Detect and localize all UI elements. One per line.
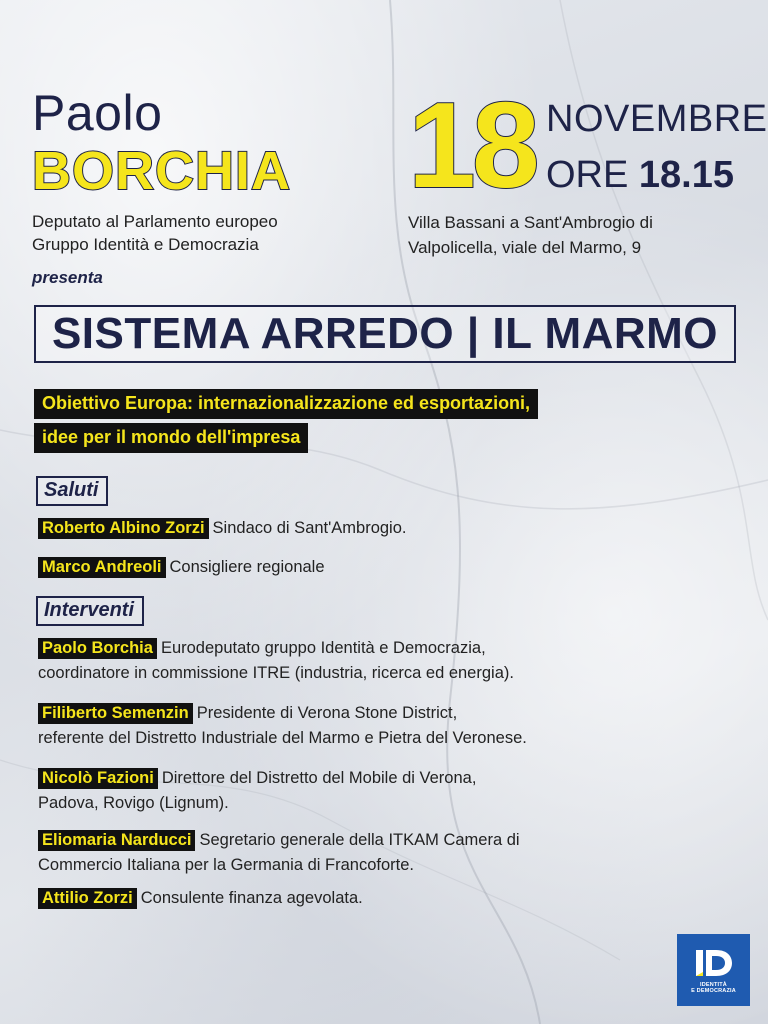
interventi-item-desc2: Padova, Rovigo (Lignum). <box>38 794 229 812</box>
interventi-item <box>38 636 514 686</box>
presents-label: presenta <box>32 268 103 287</box>
interventi-item-name: Eliomaria Narducci <box>38 830 195 851</box>
id-logo-icon <box>692 946 736 980</box>
interventi-item-desc: Segretario generale della ITKAM Camera di <box>199 831 520 849</box>
event-time <box>546 154 734 197</box>
saluti-item-desc: Sindaco di Sant'Ambrogio. <box>212 519 407 537</box>
interventi-item-name: Nicolò Fazioni <box>38 768 158 789</box>
interventi-item-desc: Direttore del Distretto del Mobile di Verona, <box>161 769 477 787</box>
speaker-role-line2: Gruppo Identità e Democrazia <box>32 235 259 254</box>
speaker-last-name: BORCHIA <box>32 141 291 201</box>
interventi-item-desc2: referente del Distretto Industriale del Marmo e Pietra del Veronese. <box>38 729 527 747</box>
interventi-heading: Interventi <box>36 596 144 626</box>
interventi-item-desc2: Commercio Italiana per la Germania di Francoforte. <box>38 856 414 874</box>
logo-text-line1: IDENTITÀ <box>700 982 727 988</box>
speaker-role-line1: Deputato al Parlamento europeo <box>32 212 278 231</box>
venue-line2: Valpolicella, viale del Marmo, 9 <box>408 238 642 257</box>
logo-text <box>691 982 736 994</box>
saluti-item-name: Roberto Albino Zorzi <box>38 518 209 539</box>
interventi-item-desc: Presidente di Verona Stone District, <box>196 704 458 722</box>
interventi-item-desc2: coordinatore in commissione ITRE (industria, ricerca ed energia). <box>38 664 514 682</box>
saluti-item <box>38 516 406 541</box>
saluti-heading: Saluti <box>36 476 108 506</box>
speaker-first-name: Paolo <box>32 85 163 141</box>
speaker-role <box>32 210 278 256</box>
interventi-item <box>38 828 520 878</box>
interventi-item-name: Filiberto Semenzin <box>38 703 193 724</box>
interventi-item <box>38 766 476 816</box>
saluti-item-name: Marco Andreoli <box>38 557 166 578</box>
interventi-item-desc: Consulente finanza agevolata. <box>140 889 363 907</box>
event-subtitle-line1: Obiettivo Europa: internazionalizzazione ed esportazioni, <box>34 389 538 419</box>
interventi-item-desc: Eurodeputato gruppo Identità e Democrazia, <box>160 639 486 657</box>
event-venue <box>408 210 653 260</box>
identita-democrazia-logo <box>677 934 750 1006</box>
saluti-item-desc: Consigliere regionale <box>169 558 325 576</box>
interventi-item <box>38 701 527 751</box>
interventi-item-name: Paolo Borchia <box>38 638 157 659</box>
venue-line1: Villa Bassani a Sant'Ambrogio di <box>408 213 653 232</box>
interventi-item <box>38 886 363 911</box>
event-subtitle-line2: idee per il mondo dell'impresa <box>34 423 308 453</box>
event-time-prefix: ORE <box>546 154 639 196</box>
event-day: 18 <box>408 77 536 213</box>
event-title-box <box>34 305 736 363</box>
saluti-item <box>38 555 325 580</box>
event-title: SISTEMA ARREDO | IL MARMO <box>51 309 719 358</box>
event-time-value: 18.15 <box>638 154 734 196</box>
logo-text-line2: E DEMOCRAZIA <box>691 988 736 994</box>
interventi-item-name: Attilio Zorzi <box>38 888 137 909</box>
event-month: NOVEMBRE <box>546 98 768 140</box>
